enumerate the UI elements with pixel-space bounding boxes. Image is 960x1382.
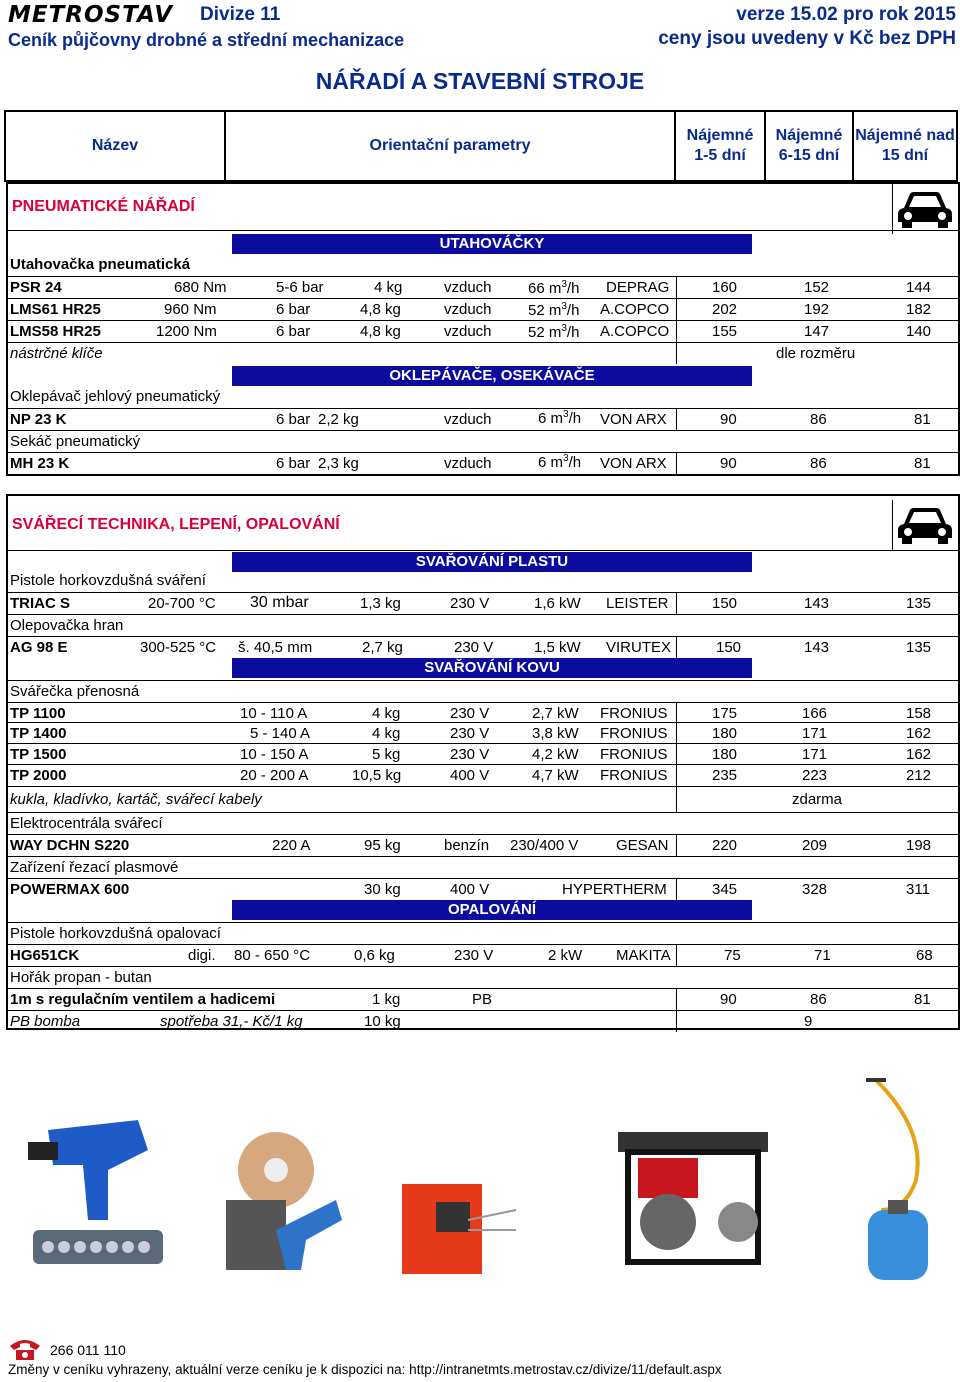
group-row: Hořák propan - butan — [8, 966, 958, 988]
col-header-name: Název — [4, 110, 226, 182]
table-row: 1m s regulačním ventilem a hadicemi 1 kg PB 90 86 81 — [8, 988, 958, 1010]
section-title: PNEUMATICKÉ NÁŘADÍ — [12, 198, 195, 215]
subtitle: Ceník půjčovny drobné a střední mechanizace — [8, 30, 405, 50]
generator-image — [598, 1122, 788, 1282]
group-row: Elektrocentrála svářecí — [8, 812, 958, 834]
impact-wrench-image — [28, 1120, 168, 1270]
table-row: TP 1500 10 - 150 A 5 kg 230 V 4,2 kW FRONIUS 180 171 162 — [8, 743, 958, 764]
car-icon — [892, 500, 956, 550]
phone-number: 266 011 110 — [50, 1342, 126, 1358]
table-row: LMS58 HR25 1200 Nm 6 bar 4,8 kg vzduch 52 $m^3/h$ A.COPCO 155 147 140 — [8, 320, 958, 342]
group-row: Oklepávač jehlový pneumatický — [10, 388, 221, 405]
table-row: PSR 24 680 Nm 5-6 bar 4 kg vzduch 66 $m^3/h$ DEPRAG 160 152 144 — [8, 276, 958, 298]
main-title: NÁŘADÍ A STAVEBNÍ STROJE — [315, 68, 645, 94]
table-row: AG 98 E 300-525 °C š. 40,5 mm 2,7 kg 230 V 1,5 kW VIRUTEX 150 143 135 — [8, 636, 958, 658]
col-header-rent2: Nájemné 6-15 dní — [764, 110, 854, 182]
group-row: Sekáč pneumatický — [8, 430, 958, 452]
table-row: TP 1400 5 - 140 A 4 kg 230 V 3,8 kW FRONIUS 180 171 162 — [8, 722, 958, 743]
table-row: PB bomba spotřeba 31,- Kč/1 kg 10 kg 9 — [8, 1010, 958, 1032]
col-header-rent3: Nájemné nad 15 dní — [852, 110, 958, 182]
group-row: Zařízení řezací plasmové — [8, 856, 958, 878]
pneumatic-section — [6, 182, 960, 476]
footer-note: Změny v ceníku vyhrazeny, aktuální verze ceníku je k dispozici na: http://intranetmts.metrostav.cz/divize/11/default.aspx — [8, 1362, 722, 1377]
group-row: Olepovačka hran — [8, 614, 958, 636]
band-utahovacky: UTAHOVÁČKY — [232, 234, 752, 254]
band-oklepavace: OKLEPÁVAČE, OSEKÁVAČE — [232, 366, 752, 386]
metrostav-logo: METROSTAV — [8, 2, 174, 28]
table-row: LMS61 HR25 960 Nm 6 bar 4,8 kg vzduch 52 $m^3/h$ A.COPCO 202 192 182 — [8, 298, 958, 320]
table-row: MH 23 K 6 bar 2,3 kg vzduch 6 $m^3/h$ VON ARX 90 86 81 — [8, 452, 958, 474]
propane-torch-image — [836, 1070, 946, 1280]
band-plast: SVAŘOVÁNÍ PLASTU — [232, 552, 752, 572]
table-row: TP 2000 20 - 200 A 10,5 kg 400 V 4,7 kW FRONIUS 235 223 212 — [8, 764, 958, 786]
table-row: TP 1100 10 - 110 A 4 kg 230 V 2,7 kW FRONIUS 175 166 158 — [8, 702, 958, 724]
table-row: HG651CK digi. 80 - 650 °C 0,6 kg 230 V 2 kW MAKITA 75 71 68 — [8, 944, 958, 966]
group-row: Pistole horkovzdušná sváření — [10, 572, 206, 589]
section-title: SVÁŘECÍ TECHNIKA, LEPENÍ, OPALOVÁNÍ — [12, 516, 340, 533]
table-row: NP 23 K 6 bar 2,2 kg vzduch 6 $m^3/h$ VON ARX 90 86 81 — [8, 408, 958, 430]
table-row: POWERMAX 600 30 kg 400 V HYPERTHERM 345 328 311 — [8, 878, 958, 900]
table-row: kukla, kladívko, kartáč, svářecí kabely zdarma — [8, 786, 958, 812]
band-kovu: SVAŘOVÁNÍ KOVU — [232, 658, 752, 678]
header — [0, 0, 960, 186]
prices-note: ceny jsou uvedeny v Kč bez DPH — [658, 28, 956, 49]
band-opalovani: OPALOVÁNÍ — [232, 900, 752, 920]
group-row: Pistole horkovzdušná opalovací — [8, 922, 958, 944]
table-row: nástrčné klíče dle rozměru — [8, 342, 958, 364]
col-header-rent1: Nájemné 1-5 dní — [674, 110, 766, 182]
car-icon — [892, 184, 956, 234]
division-label: Divize 11 — [200, 4, 281, 25]
table-row: WAY DCHN S220 220 A 95 kg benzín 230/400 V GESAN 220 209 198 — [8, 834, 958, 856]
edge-banding-image — [206, 1130, 346, 1280]
welder-image — [398, 1180, 518, 1280]
version-label: verze 15.02 pro rok 2015 — [736, 4, 956, 25]
phone-icon — [8, 1336, 42, 1362]
group-row: Utahovačka pneumatická — [10, 256, 191, 273]
col-header-params: Orientační parametry — [224, 110, 676, 182]
table-row: TRIAC S 20-700 °C 30 mbar 1,3 kg 230 V 1,6 kW LEISTER 150 143 135 — [8, 592, 958, 614]
welding-section — [6, 494, 960, 1030]
group-row: Svářečka přenosná — [8, 680, 958, 702]
